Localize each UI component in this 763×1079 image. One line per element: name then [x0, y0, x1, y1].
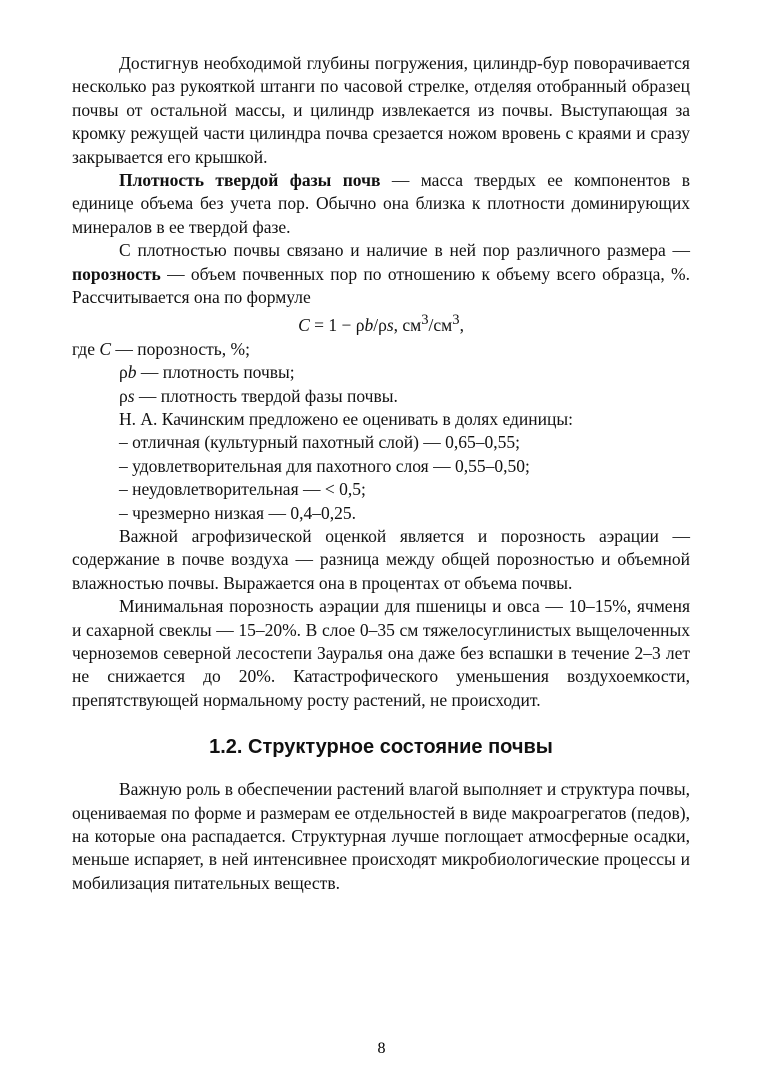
porosity-text-b: — объем почвенных пор по отношению к объему всего образца, %. Рассчитывается она по формуле	[72, 263, 690, 308]
list-item: – неудовлетворительная — < 0,5;	[119, 479, 366, 500]
definition-pb	[72, 361, 690, 384]
section-heading: 1.2. Структурное состояние почвы	[209, 736, 553, 759]
list-item: – отличная (культурный пахотный слой) — 0,65–0,55;	[119, 432, 521, 453]
kachinsky-intro: Н. А. Качинским предложено ее оценивать в долях единицы:	[119, 408, 573, 429]
definition-pb-rho: ρ	[119, 362, 128, 383]
page-body	[72, 52, 690, 895]
paragraph-aeration: Важной агрофизической оценкой является и порозность аэрации — содержание в почве воздуха — разница между общей порозностью и объемной влажностью почвы. Выражается она в процентах от объема почвы.	[72, 525, 690, 593]
definition-ps	[72, 385, 690, 408]
formula-sup2: 3	[452, 312, 460, 329]
definition-ps-var: s	[127, 385, 135, 406]
page-number: 8	[377, 1040, 386, 1057]
definition-pre: где	[72, 338, 100, 359]
definition-c	[72, 338, 690, 361]
porosity-formula	[72, 309, 690, 337]
list-item: – удовлетворительная для пахотного слоя — 0,55–0,50;	[119, 455, 530, 476]
term-solid-density: Плотность твердой фазы почв	[119, 170, 381, 191]
formula-s: s	[386, 315, 394, 336]
term-porosity: порозность	[72, 263, 161, 284]
formula-end: ,	[459, 315, 464, 336]
paragraph-structure: Важную роль в обеспечении растений влагой выполняет и структура почвы, оцениваемая по форме и размерам ее отдельностей в виде макроагрегатов (педов), на которые она распадается. Структурная лучше поглощает атмосферные осадки, меньше испаряет, в ней интенсивнее происходят микробиологические процессы и мобилизация питательных веществ.	[72, 779, 690, 893]
list-item: – чрезмерно низкая — 0,4–0,25.	[119, 502, 356, 523]
formula-eq: = 1 − ρ	[309, 315, 365, 336]
definition-pb-text: — плотность почвы;	[136, 362, 295, 383]
definition-ps-text: — плотность твердой фазы почвы.	[134, 385, 398, 406]
formula-units-a: , см	[393, 315, 422, 336]
formula-b: b	[364, 315, 374, 336]
paragraph-solid-density	[72, 169, 690, 239]
formula-units-b: /см	[428, 315, 453, 336]
formula-slash: /ρ	[373, 315, 387, 336]
definition-c-text: — порозность, %;	[111, 338, 250, 359]
solid-density-text: — масса твердых ее компонентов в единице объема без учета пор. Обычно она близка к плотности доминирующих минералов в ее твердой фазе.	[72, 170, 690, 237]
porosity-text-a: С плотностью почвы связано и наличие в ней пор различного размера —	[119, 240, 690, 261]
definition-pb-var: b	[127, 362, 137, 383]
paragraph-sampling: Достигнув необходимой глубины погружения, цилиндр-бур поворачивается несколько раз рукояткой штанги по часовой стрелке, отделяя отобранный образец почвы от остальной массы, и цилиндр извлекается из почвы. Выступающая за кромку режущей части цилиндра почва срезается ножом вровень с краями и сразу закрывается его крышкой.	[72, 53, 690, 167]
definition-c-var: C	[99, 338, 112, 359]
formula-c: C	[298, 315, 310, 336]
formula-sup1: 3	[421, 312, 429, 329]
paragraph-porosity	[72, 239, 690, 309]
definition-ps-rho: ρ	[119, 385, 128, 406]
paragraph-min-aeration: Минимальная порозность аэрации для пшеницы и овса — 10–15%, ячменя и сахарной свеклы — 15–20%. В слое 0–35 см тяжелосуглинистых выщелоченных черноземов северной лесостепи Зауралья она даже без вспашки в течение 2–3 лет не снижается до 20%. Катастрофического уменьшения воздухоемкости, препятствующей нормальному росту растений, не происходит.	[72, 596, 690, 710]
